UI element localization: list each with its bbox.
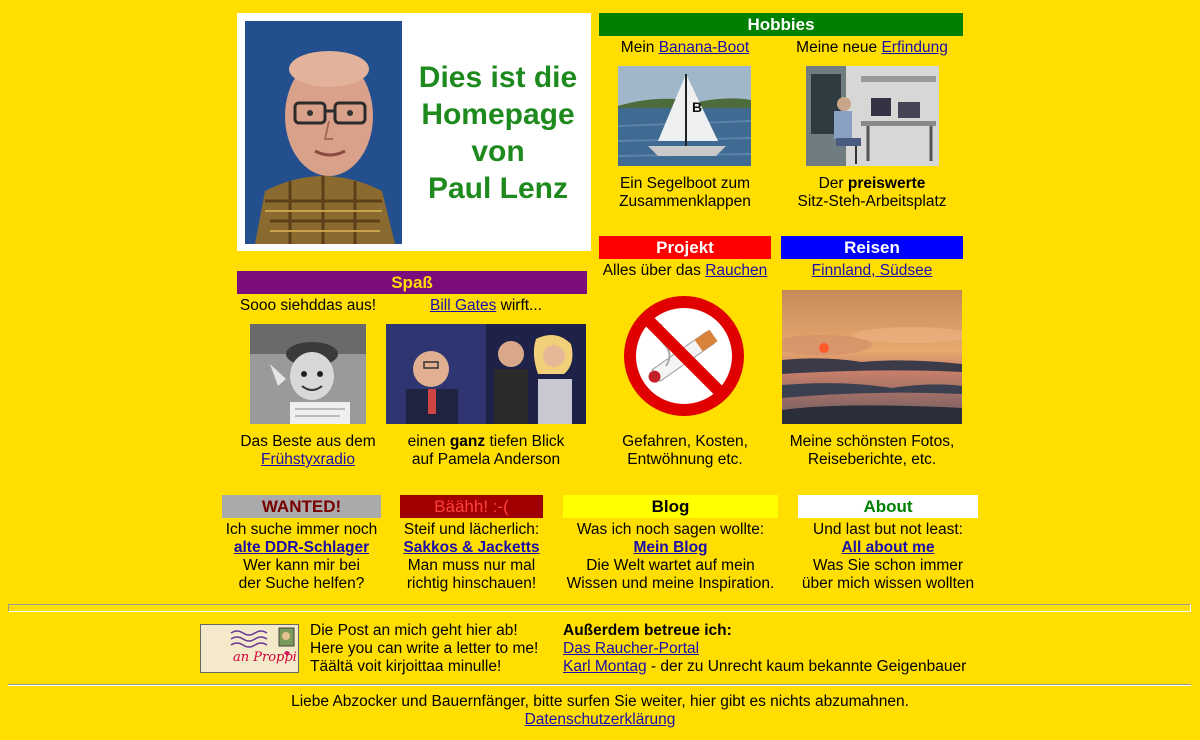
workplace-caption: Der preiswerte Sitz-Steh-Arbeitsplatz [797,175,947,210]
footer-text: Liebe Abzocker und Bauernfänger, bitte surfen Sie weiter, hier gibt es nichts abzumahnen. [291,693,909,710]
all-about-me-link[interactable]: All about me [841,539,935,556]
fruehstyxradio-link[interactable]: Frühstyxradio [261,451,355,468]
ddr-schlager-link[interactable]: alte DDR-Schlager [233,539,370,556]
divider-thin [8,684,1191,686]
letter-stamp-icon[interactable] [200,624,299,673]
sunset-photo[interactable] [782,290,962,424]
portrait-photo [245,21,402,244]
footer [0,693,1200,729]
blog-header: Blog [563,495,778,518]
stamp-text: an Proppi [233,650,297,665]
mein-blog-link[interactable]: Mein Blog [633,539,708,556]
spass-left-label: Sooo siehddas aus! [239,297,377,314]
divider-thick [8,604,1191,612]
hobbies-header: Hobbies [599,13,963,36]
bill-gates-link[interactable]: Bill Gates [430,297,497,314]
spass-header: Spaß [237,271,587,294]
rauchen-link[interactable]: Rauchen [705,262,768,279]
fruehstyx-caption: Das Beste aus dem Frühstyxradio [240,433,376,468]
spass-right-label: Bill Gates wirft... [430,297,542,314]
bill-gates-photo[interactable] [386,324,586,424]
projekt-caption: Gefahren, Kosten, Entwöhnung etc. [622,433,748,468]
erfindung-link[interactable]: Erfindung [881,39,948,56]
rauchen-label: Alles über das Rauchen [602,262,768,279]
boat-caption: Ein Segelboot zum Zusammenklappen [619,175,751,210]
datenschutz-link[interactable]: Datenschutzerklärung [524,711,676,728]
raucher-portal-link[interactable]: Das Raucher-Portal [563,640,700,657]
post-text: Die Post an mich geht hier ab! Here you can write a letter to me! Täältä voit kirjoittaa minulle! [310,622,539,675]
baeh-box: Steif und lächerlich: Sakkos & Jacketts Man muss nur mal richtig hinschauen! [403,521,540,592]
projekt-header: Projekt [599,236,771,259]
karl-montag-link[interactable]: Karl Montag [563,658,647,675]
blog-box: Was ich noch sagen wollte: Mein Blog Die Welt wartet auf mein Wissen und meine Inspiration. [566,521,775,592]
also-section: Außerdem betreue ich: Das Raucher-Portal Karl Montag - der zu Unrecht kaum bekannte Geigenbauer [563,622,967,675]
erfindung-label: Meine neue Erfindung [796,39,948,56]
boat-photo[interactable] [618,66,751,166]
wanted-box: Ich suche immer noch alte DDR-Schlager Wer kann mir bei der Suche helfen? [225,521,378,592]
header-box [237,13,591,251]
banana-boot-link[interactable]: Banana-Boot [658,39,750,56]
bill-gates-caption: einen ganz tiefen Blick auf Pamela Anderson [407,433,565,468]
banana-boot-label: Mein Banana-Boot [620,39,750,56]
reisen-caption: Meine schönsten Fotos, Reiseberichte, etc. [789,433,955,468]
boat-logo: B [692,99,703,115]
wanted-header: WANTED! [222,495,381,518]
sakkos-link[interactable]: Sakkos & Jacketts [403,539,540,556]
reisen-header: Reisen [781,236,963,259]
finnland-link[interactable]: Finnland, Südsee [811,262,933,279]
baeh-header: Bäähh! :-( [400,495,543,518]
about-header: About [798,495,978,518]
reisen-label [781,262,963,280]
no-smoking-icon[interactable] [622,294,746,418]
page-title: Dies ist die Homepage von Paul Lenz [418,61,578,205]
fruehstyx-photo[interactable] [250,324,366,424]
about-box: Und last but not least: All about me Was Sie schon immer über mich wissen wollten [801,521,975,592]
workplace-photo[interactable] [806,66,939,166]
